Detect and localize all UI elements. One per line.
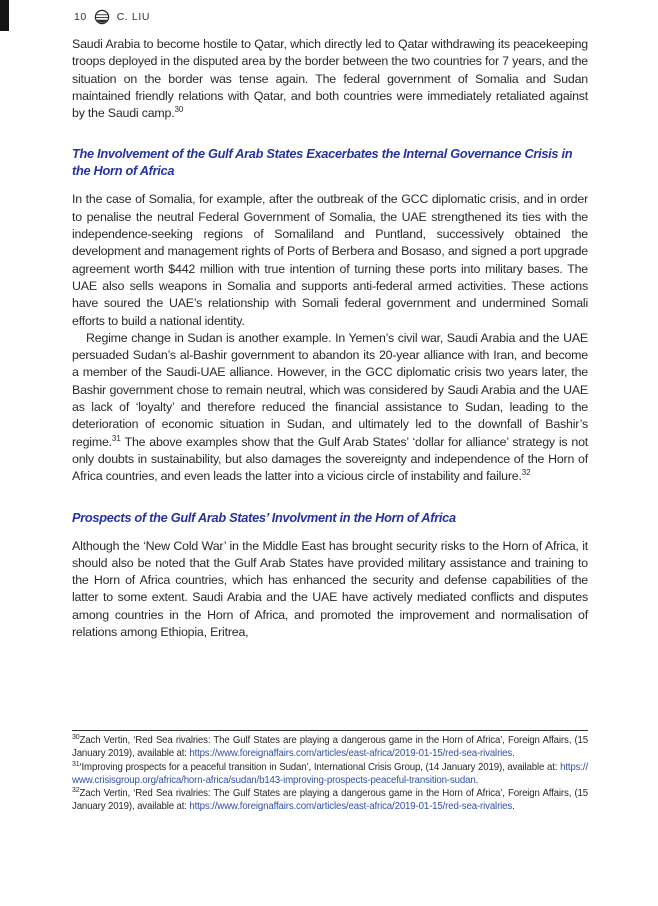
- intro-paragraph-text: Saudi Arabia to become hostile to Qatar, which directly led to Qatar withdrawing its peacekeeping troops deployed in the disputed area by the border between the two countries for 7 years, and the situation on the border was tense again. The federal government of Somalia and Sudan maintained friendly relations with Qatar, and both countries were immediately retaliated against by the Saudi camp.: [72, 37, 588, 121]
- footnote-32: [72, 787, 588, 814]
- footnote-31-marker: 31: [72, 760, 80, 768]
- running-author: C. LIU: [116, 11, 151, 23]
- footnote-ref-32[interactable]: 32: [521, 468, 531, 478]
- page-header: [74, 9, 150, 25]
- footnote-31-suffix: .: [475, 774, 479, 786]
- section-heading-1: The Involvement of the Gulf Arab States Exacerbates the Internal Governance Crisis in the Horn of Africa: [72, 146, 573, 179]
- footnote-31: [72, 761, 588, 788]
- footnote-31-link[interactable]: https://www.crisisgroup.org/africa/horn-africa/sudan/b143-improving-prospects-peaceful-transition-sudan: [72, 761, 588, 786]
- footnote-31-text: ‘Improving prospects for a peaceful transition in Sudan’, International Crisis Group, (14 January 2019), available at:: [79, 761, 561, 773]
- footnote-30-text: Zach Vertin, ‘Red Sea rivalries: The Gulf States are playing a dangerous game in the Horn of Africa’, Foreign Affairs, (15 January 2019), available at:: [72, 735, 588, 760]
- page-corner-mark: [0, 0, 9, 31]
- section1-paragraph-2-text-b: The above examples show that the Gulf Arab States’ ‘dollar for alliance’ strategy is not only doubts in sustainability, but also damages the sovereignty and independence of the Horn of Africa countries, and even leads the latter into a vicious circle of instability and failure.: [72, 434, 588, 484]
- section1-paragraph-2: [72, 330, 588, 486]
- footnote-32-marker: 32: [72, 786, 80, 794]
- article-body: [72, 36, 588, 641]
- section-heading-2: Prospects of the Gulf Arab States’ Involvment in the Horn of Africa: [72, 509, 456, 525]
- footnote-32-text: Zach Vertin, ‘Red Sea rivalries: The Gulf States are playing a dangerous game in the Horn of Africa’, Foreign Affairs, (15 January 2019), available at:: [72, 788, 588, 813]
- footnote-30-suffix: .: [512, 748, 515, 760]
- intro-paragraph: [72, 36, 588, 122]
- footnote-ref-30[interactable]: 30: [174, 105, 184, 115]
- section1-paragraph-2-text-a: Regime change in Sudan is another example. In Yemen’s civil war, Saudi Arabia and the UAE persuaded Sudan’s al-Bashir government to abandon its 20-year alliance with Iran, and become a member of the Saudi-UAE alliance. However, in the GCC diplomatic crisis two years later, the Bashir government chose to remain neutral, which was considered by Saudi Arabia and the UAE as lack of ‘loyalty’ and therefore reduced the financial assistance to Sudan, leading to the deterioration of economic situation in Sudan, and ultimately led to the downfall of Bashir’s regime.: [72, 330, 588, 449]
- footnotes-block: [72, 730, 588, 814]
- footnote-32-suffix: .: [512, 801, 515, 813]
- section1-paragraph-1: In the case of Somalia, for example, after the outbreak of the GCC diplomatic crisis, and in order to penalise the neutral Federal Government of Somalia, the UAE strengthened its ties with the independence-seeking regions of Somaliland and Puntland, successively obtained the development and management rights of Ports of Berbera and Bosaso, and signed a port upgrade agreement worth $442 million with true intention of turning these ports into military bases. The UAE also sells weapons in Somalia and supports anti-federal armed activities. These actions have soured the UAE’s relationship with Somali federal government and undermined Somali efforts to build a national identity.: [72, 192, 588, 328]
- footnote-30-link[interactable]: https://www.foreignaffairs.com/articles/east-africa/2019-01-15/red-sea-rivalries: [189, 748, 513, 760]
- footnote-ref-31[interactable]: 31: [111, 433, 121, 443]
- footnote-32-link[interactable]: https://www.foreignaffairs.com/articles/east-africa/2019-01-15/red-sea-rivalries: [189, 801, 513, 813]
- footnote-30-marker: 30: [72, 733, 80, 741]
- section2-paragraph-1: Although the ‘New Cold War’ in the Middle East has brought security risks to the Horn of Africa, it should also be noted that the Gulf Arab States have provided military assistance and training to the Horn of Africa countries, which has enhanced the security and defense capabilities of the latter to some extent. Saudi Arabia and the UAE have actively mediated conflicts and disputes among countries in the Horn of Africa, and promoted the improvement and normalisation of relations among Ethiopia, Eritrea,: [72, 538, 588, 640]
- page-number: 10: [74, 11, 87, 23]
- publisher-globe-icon: [94, 9, 110, 25]
- footnote-30: [72, 734, 588, 761]
